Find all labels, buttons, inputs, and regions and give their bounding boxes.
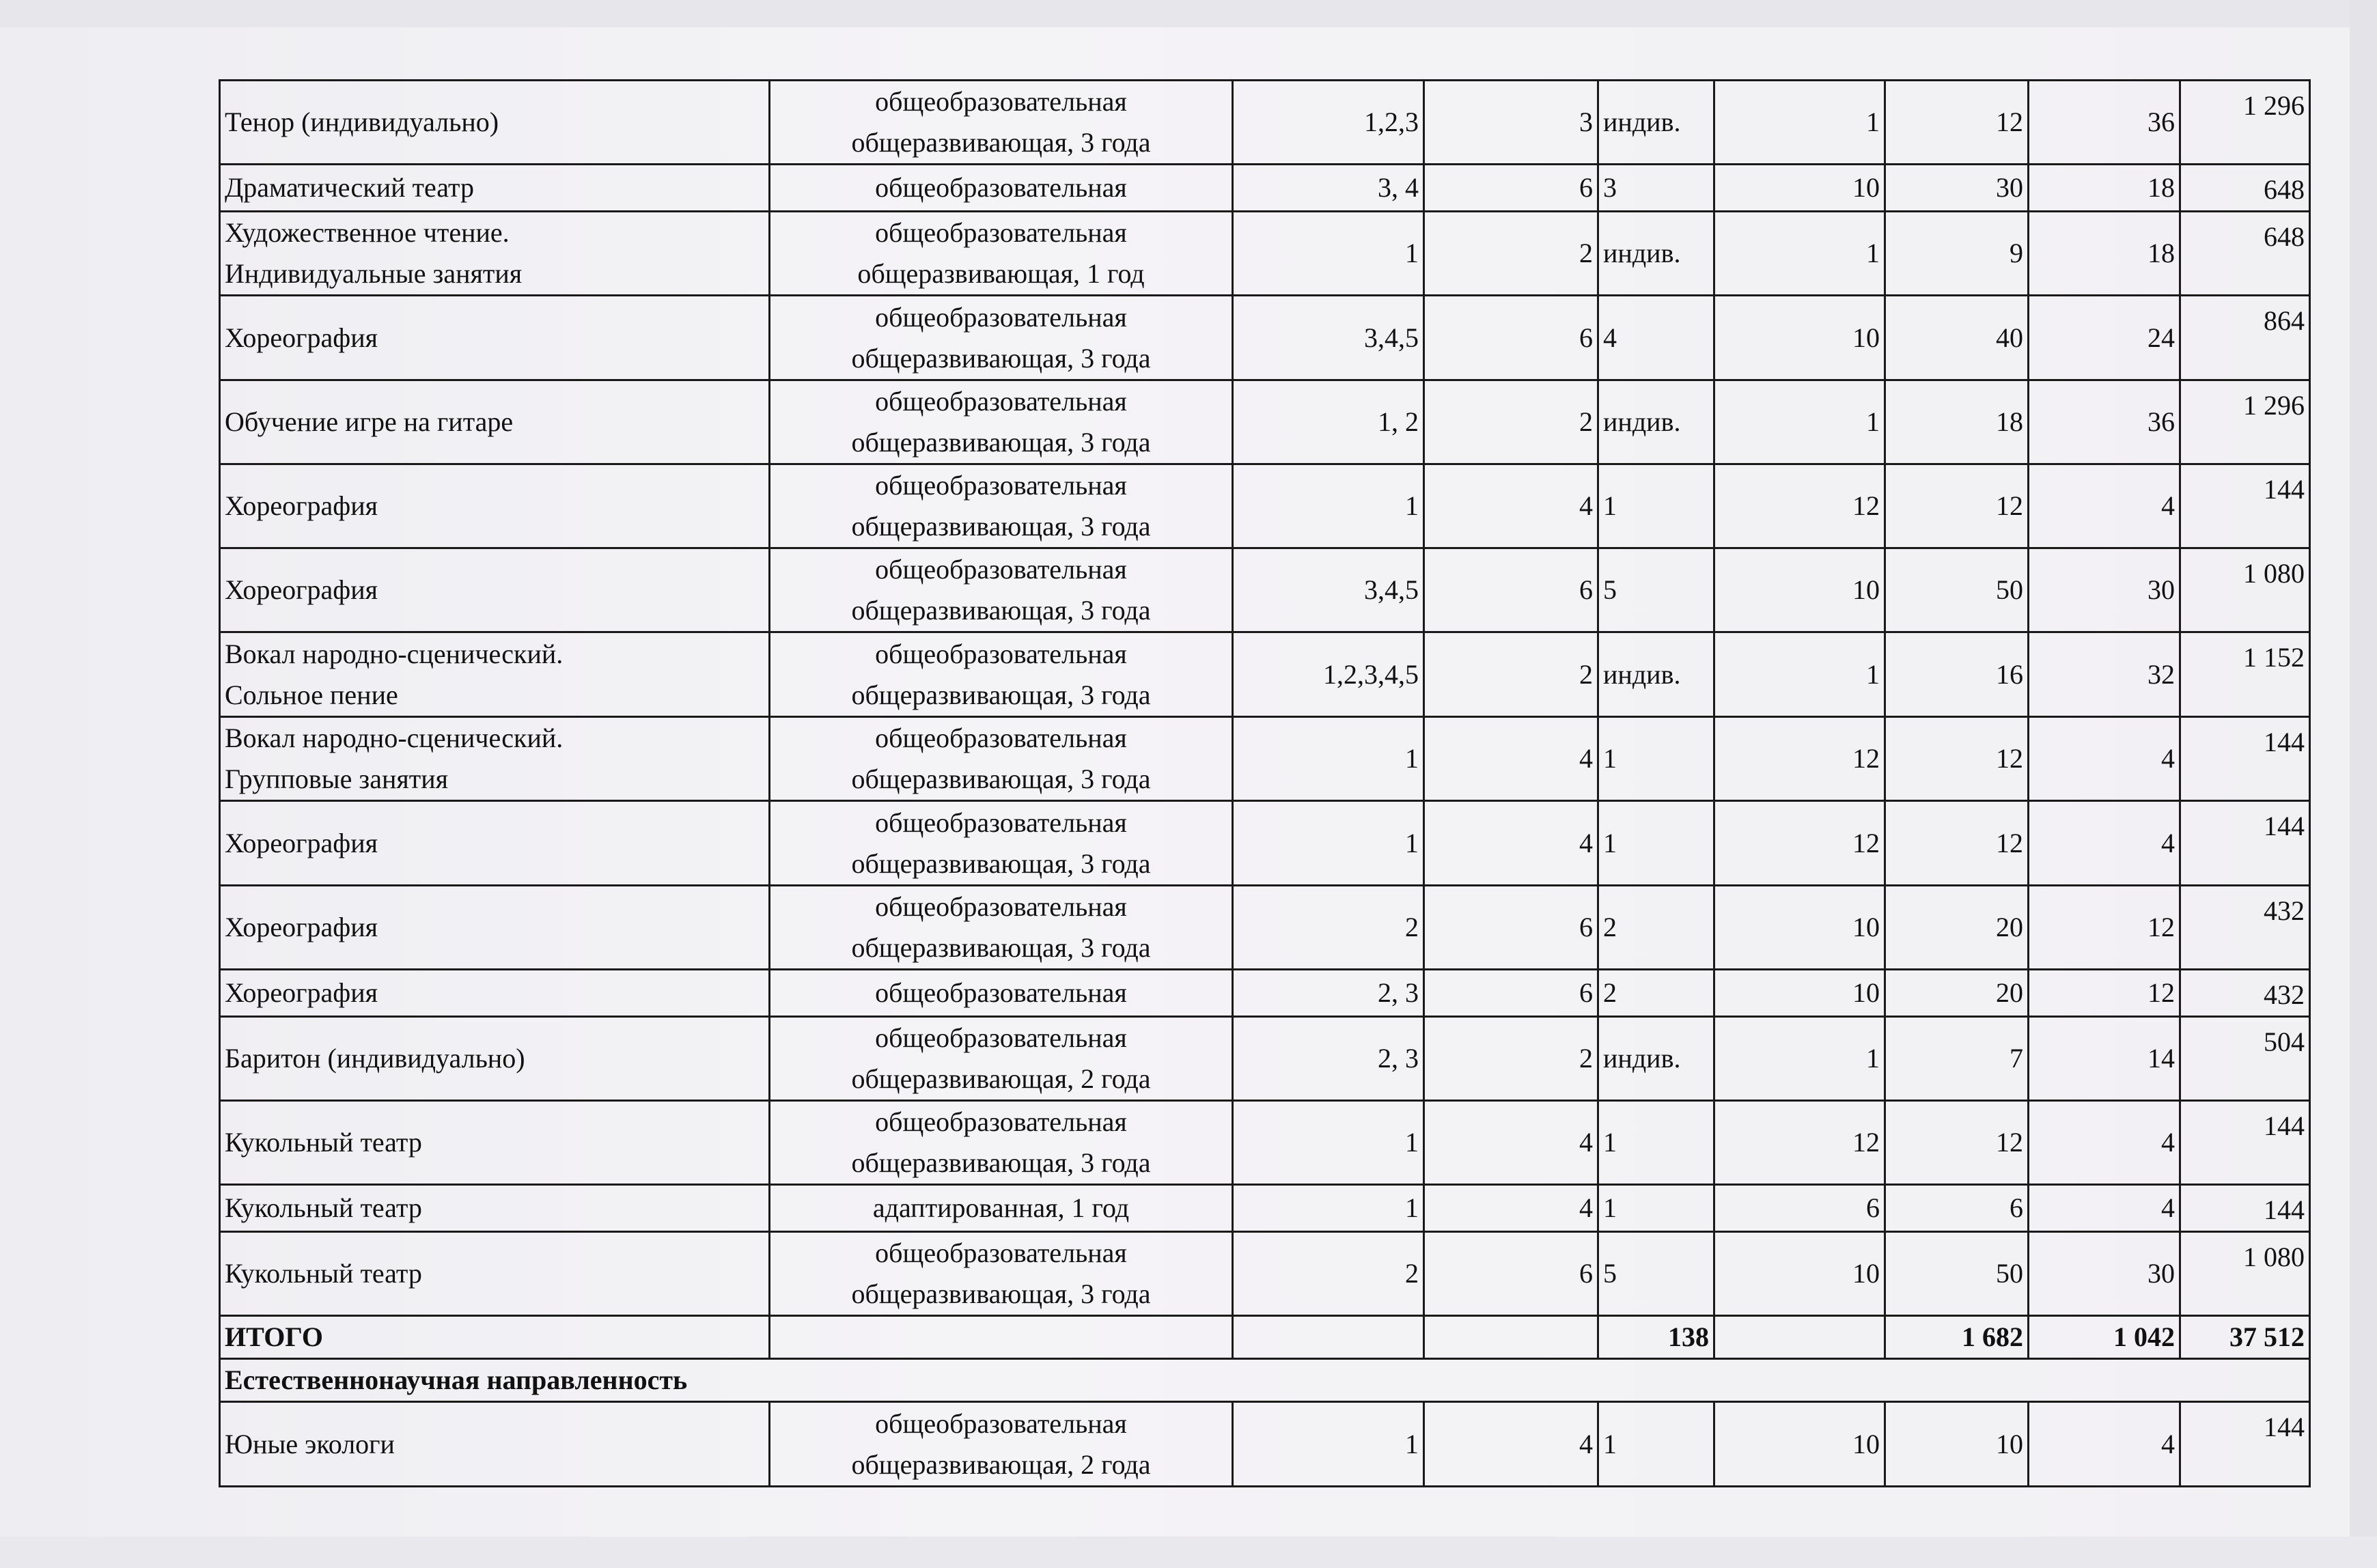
group-count: 5 [1598, 548, 1714, 632]
group-count: 1 [1598, 801, 1714, 886]
program-name [220, 212, 770, 296]
pupils-per-group: 1 [1714, 1017, 1885, 1101]
table-row [220, 1402, 2310, 1487]
empty-cell [770, 1316, 1233, 1359]
program-type-line: общеобразовательная [875, 1237, 1127, 1268]
weeks-count: 36 [2029, 81, 2180, 165]
weeks-count: 18 [2029, 165, 2180, 212]
program-name-line: Хореография [225, 490, 378, 521]
total-pupils: 10 [1885, 1402, 2029, 1487]
program-name [220, 1185, 770, 1232]
total-pupils: 12 [1885, 717, 2029, 801]
scan-top-edge [0, 0, 2377, 27]
hours-per-week: 6 [1424, 970, 1598, 1017]
program-type-line: общеразвивающая, 3 года [851, 342, 1151, 374]
group-count: индив. [1598, 81, 1714, 165]
program-type-line: общеразвивающая, 3 года [851, 848, 1151, 879]
program-name-line: Драматический театр [225, 172, 474, 203]
weeks-count: 30 [2029, 548, 2180, 632]
program-type-line: общеразвивающая, 3 года [851, 1147, 1151, 1178]
weeks-count: 14 [2029, 1017, 2180, 1101]
study-years: 1 [1233, 717, 1424, 801]
program-type [770, 717, 1233, 801]
total-hours: 1 080 [2180, 548, 2310, 632]
hours-per-week: 2 [1424, 632, 1598, 717]
section-row [220, 1359, 2310, 1402]
total-hours: 504 [2180, 1017, 2310, 1101]
pupils-per-group: 10 [1714, 1232, 1885, 1316]
program-type-line: общеобразовательная [875, 86, 1127, 117]
total-pupils-sum: 1 682 [1885, 1316, 2029, 1359]
group-count: 5 [1598, 1232, 1714, 1316]
table-row [220, 717, 2310, 801]
program-type-line: общеразвивающая, 3 года [851, 679, 1151, 710]
program-name-line: Групповые занятия [225, 764, 449, 794]
study-years: 2 [1233, 1232, 1424, 1316]
study-years: 3,4,5 [1233, 296, 1424, 380]
program-name-line: Кукольный театр [225, 1127, 422, 1158]
program-type-line: общеразвивающая, 3 года [851, 511, 1151, 542]
study-years: 2, 3 [1233, 1017, 1424, 1101]
total-pupils: 16 [1885, 632, 2029, 717]
program-type-line: общеобразовательная [875, 301, 1127, 333]
weeks-count: 12 [2029, 970, 2180, 1017]
group-count: индив. [1598, 212, 1714, 296]
total-hours: 648 [2180, 212, 2310, 296]
program-name-line: Хореография [225, 912, 378, 942]
program-type-line: общеразвивающая, 3 года [851, 932, 1151, 963]
total-hours: 144 [2180, 464, 2310, 548]
program-name-line: Кукольный театр [225, 1258, 422, 1289]
program-type [770, 632, 1233, 717]
total-pupils: 30 [1885, 165, 2029, 212]
program-type-line: общеразвивающая, 3 года [851, 127, 1151, 158]
program-type-line: общеразвивающая, 3 года [851, 595, 1151, 626]
program-type [770, 970, 1233, 1017]
hours-per-week: 6 [1424, 165, 1598, 212]
table-row [220, 296, 2310, 380]
study-years: 1,2,3 [1233, 81, 1424, 165]
program-type-line: общеобразовательная [875, 1408, 1127, 1439]
hours-per-week: 4 [1424, 1402, 1598, 1487]
program-type [770, 1232, 1233, 1316]
program-name-line: Баритон (индивидуально) [225, 1043, 525, 1074]
weeks-count: 4 [2029, 1185, 2180, 1232]
program-type [770, 1101, 1233, 1185]
total-hours-sum: 37 512 [2180, 1316, 2310, 1359]
table-row [220, 886, 2310, 970]
pupils-per-group: 10 [1714, 296, 1885, 380]
total-hours: 864 [2180, 296, 2310, 380]
study-years: 1 [1233, 1185, 1424, 1232]
total-hours: 144 [2180, 1185, 2310, 1232]
group-count: 2 [1598, 970, 1714, 1017]
total-groups: 138 [1598, 1316, 1714, 1359]
program-name-line: Хореография [225, 322, 378, 353]
weeks-count: 4 [2029, 801, 2180, 886]
pupils-per-group: 12 [1714, 1101, 1885, 1185]
pupils-per-group: 12 [1714, 801, 1885, 886]
hours-per-week: 4 [1424, 1101, 1598, 1185]
total-pupils: 12 [1885, 464, 2029, 548]
program-type [770, 380, 1233, 464]
program-type-line: общеобразовательная [875, 386, 1127, 417]
group-count: индив. [1598, 1017, 1714, 1101]
table-row [220, 1232, 2310, 1316]
total-pupils: 7 [1885, 1017, 2029, 1101]
program-name [220, 165, 770, 212]
scan-bottom-edge [0, 1537, 2377, 1568]
program-type-line: общеразвивающая, 3 года [851, 764, 1151, 794]
program-type-line: общеразвивающая, 3 года [851, 427, 1151, 458]
table-row [220, 380, 2310, 464]
table-row [220, 1017, 2310, 1101]
program-name [220, 81, 770, 165]
total-hours: 144 [2180, 801, 2310, 886]
study-years: 1, 2 [1233, 380, 1424, 464]
weeks-count: 4 [2029, 464, 2180, 548]
hours-per-week: 4 [1424, 464, 1598, 548]
program-name-line: Сольное пение [225, 679, 398, 710]
empty-cell [1424, 1316, 1598, 1359]
pupils-per-group: 1 [1714, 212, 1885, 296]
program-type [770, 212, 1233, 296]
pupils-per-group: 1 [1714, 380, 1885, 464]
program-type-line: общеразвивающая, 1 год [857, 258, 1145, 289]
program-type-line: общеразвивающая, 2 года [851, 1448, 1151, 1480]
hours-per-week: 6 [1424, 296, 1598, 380]
empty-cell [1233, 1316, 1424, 1359]
total-hours: 1 080 [2180, 1232, 2310, 1316]
hours-per-week: 4 [1424, 717, 1598, 801]
program-name [220, 632, 770, 717]
scan-right-edge [2350, 0, 2377, 1568]
group-count: 1 [1598, 1402, 1714, 1487]
hours-per-week: 2 [1424, 1017, 1598, 1101]
study-years: 3,4,5 [1233, 548, 1424, 632]
program-name-line: Кукольный театр [225, 1192, 422, 1223]
total-pupils: 20 [1885, 886, 2029, 970]
program-type-line: общеобразовательная [875, 977, 1127, 1008]
program-type [770, 165, 1233, 212]
program-type [770, 548, 1233, 632]
program-name [220, 380, 770, 464]
total-pupils: 20 [1885, 970, 2029, 1017]
study-years: 1 [1233, 464, 1424, 548]
hours-per-week: 6 [1424, 886, 1598, 970]
total-hours: 144 [2180, 1101, 2310, 1185]
total-pupils: 50 [1885, 548, 2029, 632]
study-years: 1 [1233, 212, 1424, 296]
total-pupils: 9 [1885, 212, 2029, 296]
weeks-count: 4 [2029, 1402, 2180, 1487]
program-name [220, 886, 770, 970]
weeks-count: 18 [2029, 212, 2180, 296]
program-name [220, 801, 770, 886]
program-type [770, 464, 1233, 548]
program-name-line: Художественное чтение. [225, 217, 510, 248]
program-name-line: Индивидуальные занятия [225, 258, 523, 289]
program-type [770, 81, 1233, 165]
program-type-line: общеобразовательная [875, 470, 1127, 501]
group-count: 4 [1598, 296, 1714, 380]
study-years: 1 [1233, 801, 1424, 886]
hours-per-week: 3 [1424, 81, 1598, 165]
program-type [770, 296, 1233, 380]
total-pupils: 18 [1885, 380, 2029, 464]
program-name-line: Вокал народно-сценический. [225, 723, 564, 753]
group-count: индив. [1598, 632, 1714, 717]
program-type [770, 1185, 1233, 1232]
program-type [770, 1017, 1233, 1101]
program-type-line: общеразвивающая, 2 года [851, 1063, 1151, 1094]
pupils-per-group: 10 [1714, 970, 1885, 1017]
study-years: 1 [1233, 1101, 1424, 1185]
program-name-line: Хореография [225, 977, 378, 1008]
study-years: 1,2,3,4,5 [1233, 632, 1424, 717]
group-count: 2 [1598, 886, 1714, 970]
weeks-count: 4 [2029, 717, 2180, 801]
total-hours: 144 [2180, 717, 2310, 801]
pupils-per-group: 10 [1714, 165, 1885, 212]
table-row [220, 1185, 2310, 1232]
program-name [220, 1402, 770, 1487]
study-years: 3, 4 [1233, 165, 1424, 212]
table-row [220, 1101, 2310, 1185]
hours-per-week: 4 [1424, 801, 1598, 886]
program-name [220, 717, 770, 801]
hours-per-week: 2 [1424, 380, 1598, 464]
table-row [220, 970, 2310, 1017]
program-name-line: Хореография [225, 574, 378, 605]
hours-per-week: 6 [1424, 1232, 1598, 1316]
pupils-per-group: 1 [1714, 81, 1885, 165]
program-name [220, 464, 770, 548]
total-pupils: 12 [1885, 81, 2029, 165]
total-pupils: 50 [1885, 1232, 2029, 1316]
total-hours: 432 [2180, 886, 2310, 970]
total-hours: 1 296 [2180, 81, 2310, 165]
total-pupils: 6 [1885, 1185, 2029, 1232]
program-type-line: общеобразовательная [875, 638, 1127, 669]
weeks-count: 36 [2029, 380, 2180, 464]
group-count: 1 [1598, 1185, 1714, 1232]
program-name [220, 296, 770, 380]
pupils-per-group: 10 [1714, 1402, 1885, 1487]
program-name-line: Хореография [225, 827, 378, 858]
section-title: Естественнонаучная направленность [220, 1359, 2310, 1402]
program-type-line: общеобразовательная [875, 554, 1127, 585]
study-years: 1 [1233, 1402, 1424, 1487]
table-row [220, 165, 2310, 212]
weeks-count: 32 [2029, 632, 2180, 717]
program-name [220, 970, 770, 1017]
program-type-line: общеобразовательная [875, 723, 1127, 753]
total-hours: 1 152 [2180, 632, 2310, 717]
study-years: 2 [1233, 886, 1424, 970]
total-row [220, 1316, 2310, 1359]
table-row [220, 632, 2310, 717]
program-type-line: общеобразовательная [875, 891, 1127, 922]
empty-cell [1714, 1316, 1885, 1359]
programs-table [219, 79, 2311, 1487]
pupils-per-group: 12 [1714, 464, 1885, 548]
total-weeks-sum: 1 042 [2029, 1316, 2180, 1359]
total-pupils: 40 [1885, 296, 2029, 380]
program-name [220, 1017, 770, 1101]
hours-per-week: 2 [1424, 212, 1598, 296]
program-type [770, 886, 1233, 970]
pupils-per-group: 6 [1714, 1185, 1885, 1232]
weeks-count: 30 [2029, 1232, 2180, 1316]
table-body [220, 81, 2310, 1487]
program-name [220, 1232, 770, 1316]
pupils-per-group: 12 [1714, 717, 1885, 801]
study-years: 2, 3 [1233, 970, 1424, 1017]
pupils-per-group: 10 [1714, 548, 1885, 632]
weeks-count: 24 [2029, 296, 2180, 380]
program-type-line: общеобразовательная [875, 172, 1127, 203]
table-row [220, 81, 2310, 165]
program-type-line: адаптированная, 1 год [872, 1192, 1130, 1223]
table-row [220, 801, 2310, 886]
total-hours: 144 [2180, 1402, 2310, 1487]
table-row [220, 464, 2310, 548]
table-row [220, 212, 2310, 296]
total-hours: 1 296 [2180, 380, 2310, 464]
program-name-line: Обучение игре на гитаре [225, 406, 514, 437]
program-type-line: общеобразовательная [875, 807, 1127, 838]
table-row [220, 548, 2310, 632]
group-count: 3 [1598, 165, 1714, 212]
weeks-count: 12 [2029, 886, 2180, 970]
hours-per-week: 6 [1424, 548, 1598, 632]
group-count: 1 [1598, 1101, 1714, 1185]
program-type [770, 801, 1233, 886]
program-type-line: общеобразовательная [875, 217, 1127, 248]
program-name-line: Юные экологи [225, 1428, 395, 1459]
weeks-count: 4 [2029, 1101, 2180, 1185]
total-hours: 432 [2180, 970, 2310, 1017]
total-pupils: 12 [1885, 801, 2029, 886]
program-type-line: общеобразовательная [875, 1106, 1127, 1137]
program-type-line: общеразвивающая, 3 года [851, 1278, 1151, 1309]
program-type-line: общеобразовательная [875, 1022, 1127, 1053]
program-type [770, 1402, 1233, 1487]
group-count: 1 [1598, 464, 1714, 548]
total-label: ИТОГО [220, 1316, 770, 1359]
pupils-per-group: 1 [1714, 632, 1885, 717]
program-name [220, 548, 770, 632]
total-pupils: 12 [1885, 1101, 2029, 1185]
group-count: 1 [1598, 717, 1714, 801]
total-hours: 648 [2180, 165, 2310, 212]
group-count: индив. [1598, 380, 1714, 464]
hours-per-week: 4 [1424, 1185, 1598, 1232]
program-name [220, 1101, 770, 1185]
program-name-line: Вокал народно-сценический. [225, 638, 564, 669]
pupils-per-group: 10 [1714, 886, 1885, 970]
program-name-line: Тенор (индивидуально) [225, 107, 499, 137]
